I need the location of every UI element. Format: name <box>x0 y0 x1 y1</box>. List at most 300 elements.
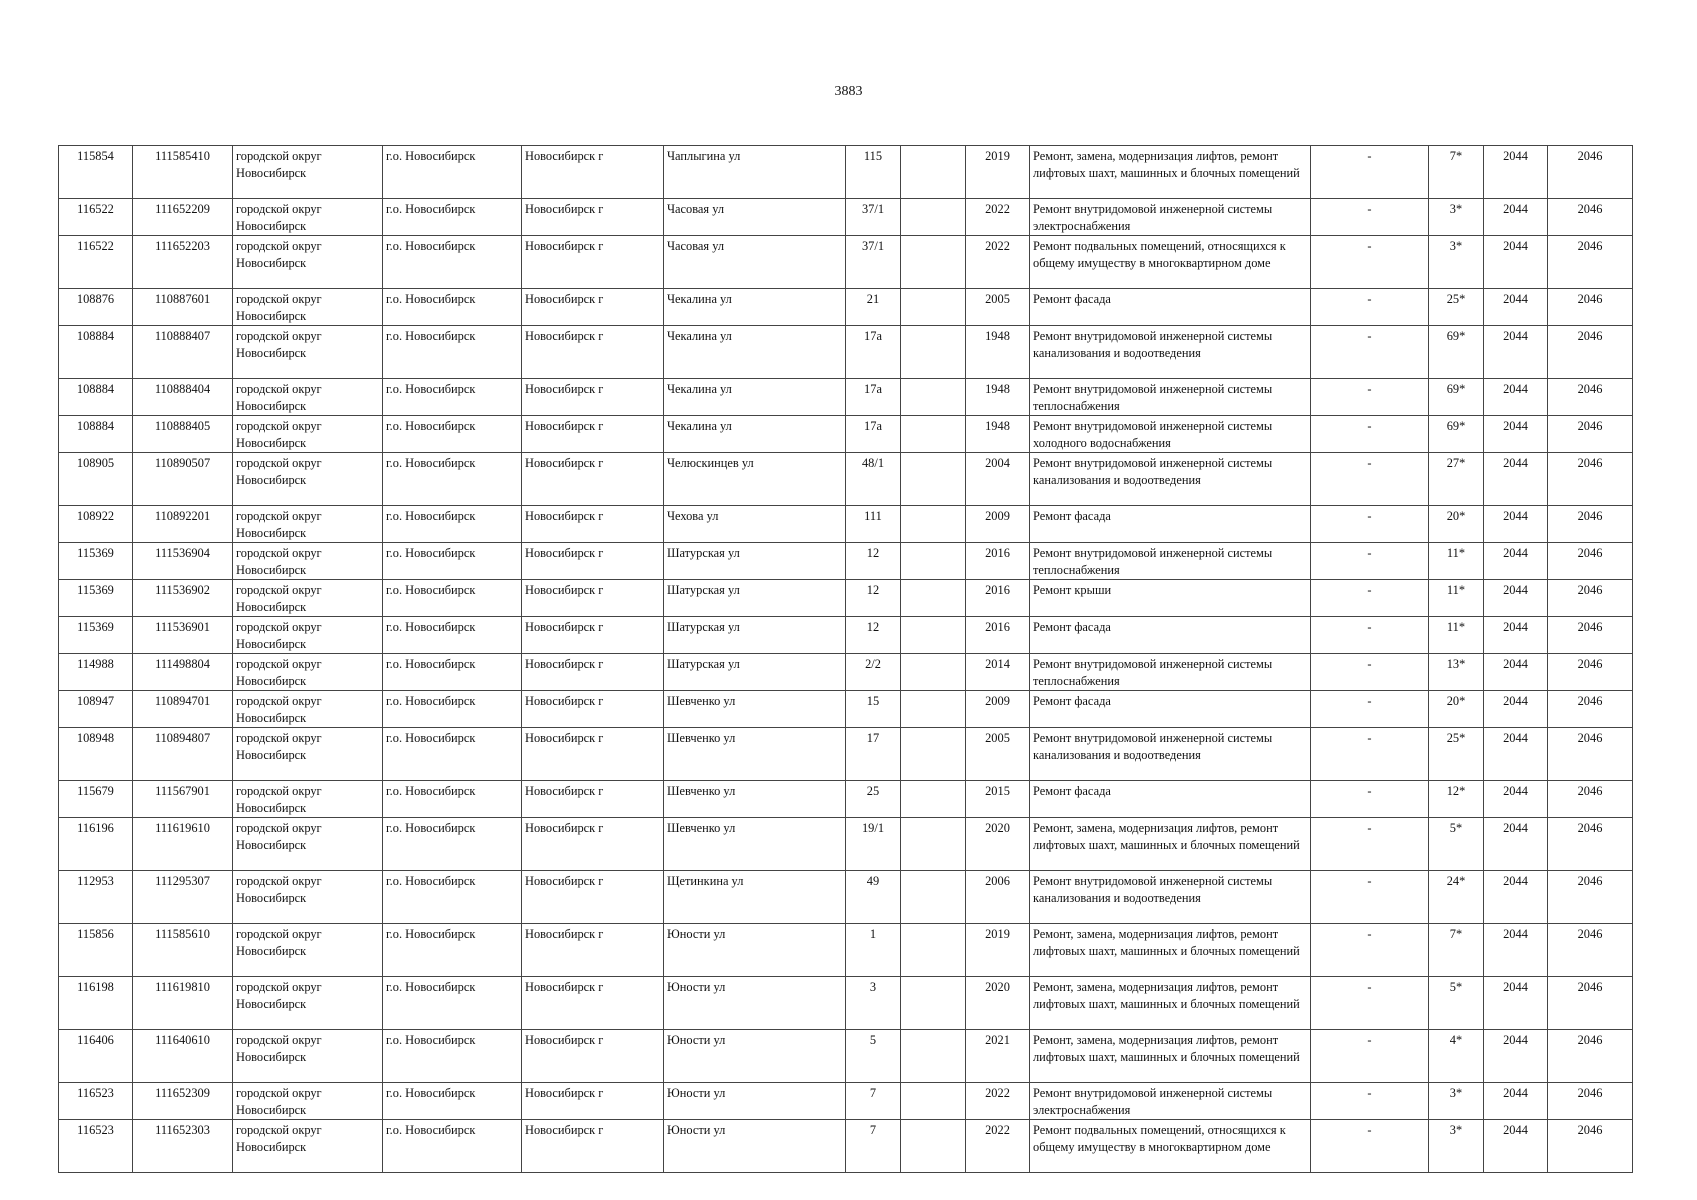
status-cell: - <box>1311 379 1429 416</box>
table-row <box>59 236 1633 289</box>
end-year-cell: 2046 <box>1548 506 1633 543</box>
table-row <box>59 416 1633 453</box>
municipal-district-cell: г.о. Новосибирск <box>383 453 522 506</box>
work-type-cell: Ремонт, замена, модернизация лифтов, ремонт лифтовых шахт, машинных и блочных помещений <box>1030 818 1311 871</box>
status-cell: - <box>1311 1120 1429 1173</box>
record-id-cell: 110894701 <box>133 691 233 728</box>
municipal-district-cell: г.о. Новосибирск <box>383 379 522 416</box>
table-row <box>59 289 1633 326</box>
table-row <box>59 977 1633 1030</box>
street-cell: Чехова ул <box>664 506 846 543</box>
count-cell: 11* <box>1429 543 1484 580</box>
house-id-cell: 108884 <box>59 416 133 453</box>
building-extra-cell <box>901 416 966 453</box>
start-year-cell: 2044 <box>1484 728 1548 781</box>
municipality-cell: городской округ Новосибирск <box>233 781 383 818</box>
status-cell: - <box>1311 236 1429 289</box>
house-number-cell: 37/1 <box>846 199 901 236</box>
work-type-cell: Ремонт, замена, модернизация лифтов, ремонт лифтовых шахт, машинных и блочных помещений <box>1030 146 1311 199</box>
record-id-cell: 111498804 <box>133 654 233 691</box>
house-number-cell: 17 <box>846 728 901 781</box>
count-cell: 4* <box>1429 1030 1484 1083</box>
table-row <box>59 146 1633 199</box>
street-cell: Шатурская ул <box>664 654 846 691</box>
work-type-cell: Ремонт внутридомовой инженерной системы канализования и водоотведения <box>1030 326 1311 379</box>
start-year-cell: 2044 <box>1484 1083 1548 1120</box>
start-year-cell: 2044 <box>1484 506 1548 543</box>
page-number: 3883 <box>834 84 863 99</box>
end-year-cell: 2046 <box>1548 580 1633 617</box>
settlement-cell: Новосибирск г <box>522 543 664 580</box>
municipality-cell: городской округ Новосибирск <box>233 146 383 199</box>
work-type-cell: Ремонт внутридомовой инженерной системы теплоснабжения <box>1030 654 1311 691</box>
house-id-cell: 116522 <box>59 236 133 289</box>
house-id-cell: 116523 <box>59 1120 133 1173</box>
building-extra-cell <box>901 977 966 1030</box>
commissioning-year-cell: 2014 <box>966 654 1030 691</box>
commissioning-year-cell: 2020 <box>966 977 1030 1030</box>
commissioning-year-cell: 2015 <box>966 781 1030 818</box>
municipal-district-cell: г.о. Новосибирск <box>383 728 522 781</box>
table-row <box>59 691 1633 728</box>
status-cell: - <box>1311 199 1429 236</box>
settlement-cell: Новосибирск г <box>522 654 664 691</box>
municipal-district-cell: г.о. Новосибирск <box>383 580 522 617</box>
status-cell: - <box>1311 924 1429 977</box>
commissioning-year-cell: 2019 <box>966 924 1030 977</box>
work-type-cell: Ремонт, замена, модернизация лифтов, ремонт лифтовых шахт, машинных и блочных помещений <box>1030 924 1311 977</box>
house-id-cell: 112953 <box>59 871 133 924</box>
municipal-district-cell: г.о. Новосибирск <box>383 617 522 654</box>
table-row <box>59 781 1633 818</box>
count-cell: 24* <box>1429 871 1484 924</box>
street-cell: Шатурская ул <box>664 617 846 654</box>
start-year-cell: 2044 <box>1484 1030 1548 1083</box>
street-cell: Шевченко ул <box>664 691 846 728</box>
status-cell: - <box>1311 543 1429 580</box>
record-id-cell: 111536904 <box>133 543 233 580</box>
building-extra-cell <box>901 781 966 818</box>
status-cell: - <box>1311 818 1429 871</box>
building-extra-cell <box>901 453 966 506</box>
end-year-cell: 2046 <box>1548 199 1633 236</box>
end-year-cell: 2046 <box>1548 728 1633 781</box>
building-extra-cell <box>901 691 966 728</box>
house-id-cell: 115679 <box>59 781 133 818</box>
municipality-cell: городской округ Новосибирск <box>233 1030 383 1083</box>
building-extra-cell <box>901 924 966 977</box>
street-cell: Щетинкина ул <box>664 871 846 924</box>
record-id-cell: 111640610 <box>133 1030 233 1083</box>
count-cell: 3* <box>1429 199 1484 236</box>
house-number-cell: 25 <box>846 781 901 818</box>
building-extra-cell <box>901 289 966 326</box>
status-cell: - <box>1311 1030 1429 1083</box>
count-cell: 13* <box>1429 654 1484 691</box>
building-extra-cell <box>901 654 966 691</box>
house-id-cell: 116196 <box>59 818 133 871</box>
municipality-cell: городской округ Новосибирск <box>233 924 383 977</box>
house-id-cell: 108884 <box>59 379 133 416</box>
table-row <box>59 506 1633 543</box>
count-cell: 20* <box>1429 691 1484 728</box>
settlement-cell: Новосибирск г <box>522 691 664 728</box>
table-row <box>59 199 1633 236</box>
status-cell: - <box>1311 326 1429 379</box>
start-year-cell: 2044 <box>1484 379 1548 416</box>
status-cell: - <box>1311 977 1429 1030</box>
building-extra-cell <box>901 543 966 580</box>
house-id-cell: 116522 <box>59 199 133 236</box>
settlement-cell: Новосибирск г <box>522 236 664 289</box>
municipal-district-cell: г.о. Новосибирск <box>383 654 522 691</box>
record-id-cell: 111619610 <box>133 818 233 871</box>
settlement-cell: Новосибирск г <box>522 416 664 453</box>
settlement-cell: Новосибирск г <box>522 1083 664 1120</box>
house-id-cell: 116406 <box>59 1030 133 1083</box>
building-extra-cell <box>901 871 966 924</box>
count-cell: 25* <box>1429 728 1484 781</box>
street-cell: Юности ул <box>664 1030 846 1083</box>
commissioning-year-cell: 2022 <box>966 199 1030 236</box>
municipal-district-cell: г.о. Новосибирск <box>383 818 522 871</box>
house-number-cell: 19/1 <box>846 818 901 871</box>
start-year-cell: 2044 <box>1484 924 1548 977</box>
table-row <box>59 654 1633 691</box>
start-year-cell: 2044 <box>1484 691 1548 728</box>
work-type-cell: Ремонт, замена, модернизация лифтов, ремонт лифтовых шахт, машинных и блочных помещений <box>1030 977 1311 1030</box>
street-cell: Шевченко ул <box>664 781 846 818</box>
street-cell: Чекалина ул <box>664 326 846 379</box>
house-number-cell: 17а <box>846 416 901 453</box>
municipality-cell: городской округ Новосибирск <box>233 453 383 506</box>
end-year-cell: 2046 <box>1548 1030 1633 1083</box>
start-year-cell: 2044 <box>1484 416 1548 453</box>
house-id-cell: 108947 <box>59 691 133 728</box>
work-type-cell: Ремонт подвальных помещений, относящихся к общему имуществу в многоквартирном доме <box>1030 1120 1311 1173</box>
municipality-cell: городской округ Новосибирск <box>233 289 383 326</box>
house-id-cell: 116198 <box>59 977 133 1030</box>
street-cell: Юности ул <box>664 1083 846 1120</box>
count-cell: 69* <box>1429 379 1484 416</box>
settlement-cell: Новосибирск г <box>522 453 664 506</box>
end-year-cell: 2046 <box>1548 977 1633 1030</box>
house-number-cell: 12 <box>846 617 901 654</box>
count-cell: 25* <box>1429 289 1484 326</box>
house-id-cell: 108922 <box>59 506 133 543</box>
municipality-cell: городской округ Новосибирск <box>233 617 383 654</box>
municipality-cell: городской округ Новосибирск <box>233 379 383 416</box>
start-year-cell: 2044 <box>1484 289 1548 326</box>
house-number-cell: 48/1 <box>846 453 901 506</box>
house-id-cell: 115369 <box>59 543 133 580</box>
work-type-cell: Ремонт фасада <box>1030 691 1311 728</box>
house-id-cell: 108905 <box>59 453 133 506</box>
municipality-cell: городской округ Новосибирск <box>233 506 383 543</box>
municipal-district-cell: г.о. Новосибирск <box>383 1030 522 1083</box>
status-cell: - <box>1311 146 1429 199</box>
house-id-cell: 116523 <box>59 1083 133 1120</box>
settlement-cell: Новосибирск г <box>522 977 664 1030</box>
building-extra-cell <box>901 506 966 543</box>
municipal-district-cell: г.о. Новосибирск <box>383 1083 522 1120</box>
count-cell: 69* <box>1429 416 1484 453</box>
work-type-cell: Ремонт фасада <box>1030 289 1311 326</box>
table-row <box>59 326 1633 379</box>
work-type-cell: Ремонт внутридомовой инженерной системы электроснабжения <box>1030 199 1311 236</box>
status-cell: - <box>1311 1083 1429 1120</box>
municipal-district-cell: г.о. Новосибирск <box>383 871 522 924</box>
start-year-cell: 2044 <box>1484 871 1548 924</box>
municipality-cell: городской округ Новосибирск <box>233 1120 383 1173</box>
settlement-cell: Новосибирск г <box>522 580 664 617</box>
house-number-cell: 17а <box>846 326 901 379</box>
municipal-district-cell: г.о. Новосибирск <box>383 781 522 818</box>
status-cell: - <box>1311 728 1429 781</box>
commissioning-year-cell: 2016 <box>966 580 1030 617</box>
end-year-cell: 2046 <box>1548 818 1633 871</box>
commissioning-year-cell: 2016 <box>966 617 1030 654</box>
building-extra-cell <box>901 326 966 379</box>
status-cell: - <box>1311 453 1429 506</box>
end-year-cell: 2046 <box>1548 289 1633 326</box>
house-number-cell: 37/1 <box>846 236 901 289</box>
commissioning-year-cell: 2022 <box>966 236 1030 289</box>
work-type-cell: Ремонт, замена, модернизация лифтов, ремонт лифтовых шахт, машинных и блочных помещений <box>1030 1030 1311 1083</box>
status-cell: - <box>1311 691 1429 728</box>
start-year-cell: 2044 <box>1484 146 1548 199</box>
count-cell: 11* <box>1429 617 1484 654</box>
work-type-cell: Ремонт фасада <box>1030 506 1311 543</box>
building-extra-cell <box>901 199 966 236</box>
settlement-cell: Новосибирск г <box>522 1120 664 1173</box>
count-cell: 3* <box>1429 1083 1484 1120</box>
start-year-cell: 2044 <box>1484 580 1548 617</box>
table-row <box>59 617 1633 654</box>
record-id-cell: 111536902 <box>133 580 233 617</box>
building-extra-cell <box>901 236 966 289</box>
building-extra-cell <box>901 728 966 781</box>
commissioning-year-cell: 2005 <box>966 289 1030 326</box>
house-number-cell: 12 <box>846 580 901 617</box>
municipal-district-cell: г.о. Новосибирск <box>383 199 522 236</box>
street-cell: Челюскинцев ул <box>664 453 846 506</box>
count-cell: 3* <box>1429 1120 1484 1173</box>
record-id-cell: 111536901 <box>133 617 233 654</box>
end-year-cell: 2046 <box>1548 924 1633 977</box>
start-year-cell: 2044 <box>1484 453 1548 506</box>
status-cell: - <box>1311 871 1429 924</box>
status-cell: - <box>1311 416 1429 453</box>
count-cell: 27* <box>1429 453 1484 506</box>
end-year-cell: 2046 <box>1548 1120 1633 1173</box>
municipality-cell: городской округ Новосибирск <box>233 580 383 617</box>
start-year-cell: 2044 <box>1484 654 1548 691</box>
end-year-cell: 2046 <box>1548 871 1633 924</box>
start-year-cell: 2044 <box>1484 977 1548 1030</box>
record-id-cell: 110888407 <box>133 326 233 379</box>
count-cell: 12* <box>1429 781 1484 818</box>
municipal-district-cell: г.о. Новосибирск <box>383 691 522 728</box>
end-year-cell: 2046 <box>1548 1083 1633 1120</box>
status-cell: - <box>1311 654 1429 691</box>
municipality-cell: городской округ Новосибирск <box>233 326 383 379</box>
table-row <box>59 1083 1633 1120</box>
street-cell: Чекалина ул <box>664 416 846 453</box>
settlement-cell: Новосибирск г <box>522 199 664 236</box>
municipal-district-cell: г.о. Новосибирск <box>383 506 522 543</box>
street-cell: Шевченко ул <box>664 728 846 781</box>
status-cell: - <box>1311 781 1429 818</box>
record-id-cell: 111567901 <box>133 781 233 818</box>
house-id-cell: 115856 <box>59 924 133 977</box>
building-extra-cell <box>901 818 966 871</box>
street-cell: Шатурская ул <box>664 580 846 617</box>
municipal-district-cell: г.о. Новосибирск <box>383 146 522 199</box>
end-year-cell: 2046 <box>1548 453 1633 506</box>
status-cell: - <box>1311 506 1429 543</box>
work-type-cell: Ремонт внутридомовой инженерной системы канализования и водоотведения <box>1030 453 1311 506</box>
count-cell: 7* <box>1429 924 1484 977</box>
commissioning-year-cell: 1948 <box>966 416 1030 453</box>
end-year-cell: 2046 <box>1548 379 1633 416</box>
house-number-cell: 3 <box>846 977 901 1030</box>
municipality-cell: городской округ Новосибирск <box>233 818 383 871</box>
building-extra-cell <box>901 1120 966 1173</box>
record-id-cell: 111295307 <box>133 871 233 924</box>
commissioning-year-cell: 2022 <box>966 1120 1030 1173</box>
municipality-cell: городской округ Новосибирск <box>233 236 383 289</box>
end-year-cell: 2046 <box>1548 146 1633 199</box>
commissioning-year-cell: 2006 <box>966 871 1030 924</box>
house-id-cell: 115369 <box>59 580 133 617</box>
house-number-cell: 7 <box>846 1083 901 1120</box>
commissioning-year-cell: 2005 <box>966 728 1030 781</box>
settlement-cell: Новосибирск г <box>522 617 664 654</box>
building-extra-cell <box>901 379 966 416</box>
street-cell: Часовая ул <box>664 199 846 236</box>
table-row <box>59 543 1633 580</box>
end-year-cell: 2046 <box>1548 543 1633 580</box>
record-id-cell: 111652303 <box>133 1120 233 1173</box>
record-id-cell: 110892201 <box>133 506 233 543</box>
house-number-cell: 17а <box>846 379 901 416</box>
municipal-district-cell: г.о. Новосибирск <box>383 977 522 1030</box>
settlement-cell: Новосибирск г <box>522 506 664 543</box>
municipal-district-cell: г.о. Новосибирск <box>383 924 522 977</box>
street-cell: Чекалина ул <box>664 379 846 416</box>
record-id-cell: 111652203 <box>133 236 233 289</box>
house-number-cell: 12 <box>846 543 901 580</box>
house-id-cell: 114988 <box>59 654 133 691</box>
record-id-cell: 110890507 <box>133 453 233 506</box>
count-cell: 5* <box>1429 818 1484 871</box>
street-cell: Юности ул <box>664 977 846 1030</box>
table-row <box>59 924 1633 977</box>
end-year-cell: 2046 <box>1548 617 1633 654</box>
municipal-district-cell: г.о. Новосибирск <box>383 289 522 326</box>
settlement-cell: Новосибирск г <box>522 728 664 781</box>
settlement-cell: Новосибирск г <box>522 289 664 326</box>
house-number-cell: 49 <box>846 871 901 924</box>
work-type-cell: Ремонт подвальных помещений, относящихся к общему имуществу в многоквартирном доме <box>1030 236 1311 289</box>
table-row <box>59 818 1633 871</box>
municipality-cell: городской округ Новосибирск <box>233 871 383 924</box>
settlement-cell: Новосибирск г <box>522 781 664 818</box>
building-extra-cell <box>901 617 966 654</box>
start-year-cell: 2044 <box>1484 781 1548 818</box>
count-cell: 7* <box>1429 146 1484 199</box>
repair-schedule-table <box>58 145 1633 1173</box>
house-id-cell: 115854 <box>59 146 133 199</box>
work-type-cell: Ремонт внутридомовой инженерной системы холодного водоснабжения <box>1030 416 1311 453</box>
house-number-cell: 115 <box>846 146 901 199</box>
municipality-cell: городской округ Новосибирск <box>233 199 383 236</box>
start-year-cell: 2044 <box>1484 543 1548 580</box>
record-id-cell: 110887601 <box>133 289 233 326</box>
municipal-district-cell: г.о. Новосибирск <box>383 1120 522 1173</box>
end-year-cell: 2046 <box>1548 654 1633 691</box>
commissioning-year-cell: 2004 <box>966 453 1030 506</box>
end-year-cell: 2046 <box>1548 416 1633 453</box>
street-cell: Юности ул <box>664 924 846 977</box>
house-id-cell: 108948 <box>59 728 133 781</box>
commissioning-year-cell: 1948 <box>966 326 1030 379</box>
record-id-cell: 110888404 <box>133 379 233 416</box>
commissioning-year-cell: 2009 <box>966 691 1030 728</box>
status-cell: - <box>1311 580 1429 617</box>
work-type-cell: Ремонт внутридомовой инженерной системы канализования и водоотведения <box>1030 728 1311 781</box>
municipal-district-cell: г.о. Новосибирск <box>383 416 522 453</box>
municipality-cell: городской округ Новосибирск <box>233 728 383 781</box>
building-extra-cell <box>901 1030 966 1083</box>
work-type-cell: Ремонт внутридомовой инженерной системы канализования и водоотведения <box>1030 871 1311 924</box>
street-cell: Чаплыгина ул <box>664 146 846 199</box>
table-row <box>59 379 1633 416</box>
house-number-cell: 5 <box>846 1030 901 1083</box>
table-row <box>59 453 1633 506</box>
municipality-cell: городской округ Новосибирск <box>233 1083 383 1120</box>
municipal-district-cell: г.о. Новосибирск <box>383 543 522 580</box>
end-year-cell: 2046 <box>1548 236 1633 289</box>
record-id-cell: 111652209 <box>133 199 233 236</box>
street-cell: Шевченко ул <box>664 818 846 871</box>
house-id-cell: 108884 <box>59 326 133 379</box>
table-row <box>59 580 1633 617</box>
count-cell: 3* <box>1429 236 1484 289</box>
building-extra-cell <box>901 1083 966 1120</box>
settlement-cell: Новосибирск г <box>522 1030 664 1083</box>
settlement-cell: Новосибирск г <box>522 924 664 977</box>
house-number-cell: 111 <box>846 506 901 543</box>
status-cell: - <box>1311 617 1429 654</box>
commissioning-year-cell: 2022 <box>966 1083 1030 1120</box>
status-cell: - <box>1311 289 1429 326</box>
work-type-cell: Ремонт крыши <box>1030 580 1311 617</box>
house-number-cell: 1 <box>846 924 901 977</box>
count-cell: 20* <box>1429 506 1484 543</box>
record-id-cell: 111652309 <box>133 1083 233 1120</box>
work-type-cell: Ремонт внутридомовой инженерной системы электроснабжения <box>1030 1083 1311 1120</box>
work-type-cell: Ремонт фасада <box>1030 781 1311 818</box>
municipality-cell: городской округ Новосибирск <box>233 691 383 728</box>
work-type-cell: Ремонт внутридомовой инженерной системы теплоснабжения <box>1030 543 1311 580</box>
commissioning-year-cell: 2009 <box>966 506 1030 543</box>
municipality-cell: городской округ Новосибирск <box>233 977 383 1030</box>
end-year-cell: 2046 <box>1548 691 1633 728</box>
count-cell: 69* <box>1429 326 1484 379</box>
street-cell: Юности ул <box>664 1120 846 1173</box>
